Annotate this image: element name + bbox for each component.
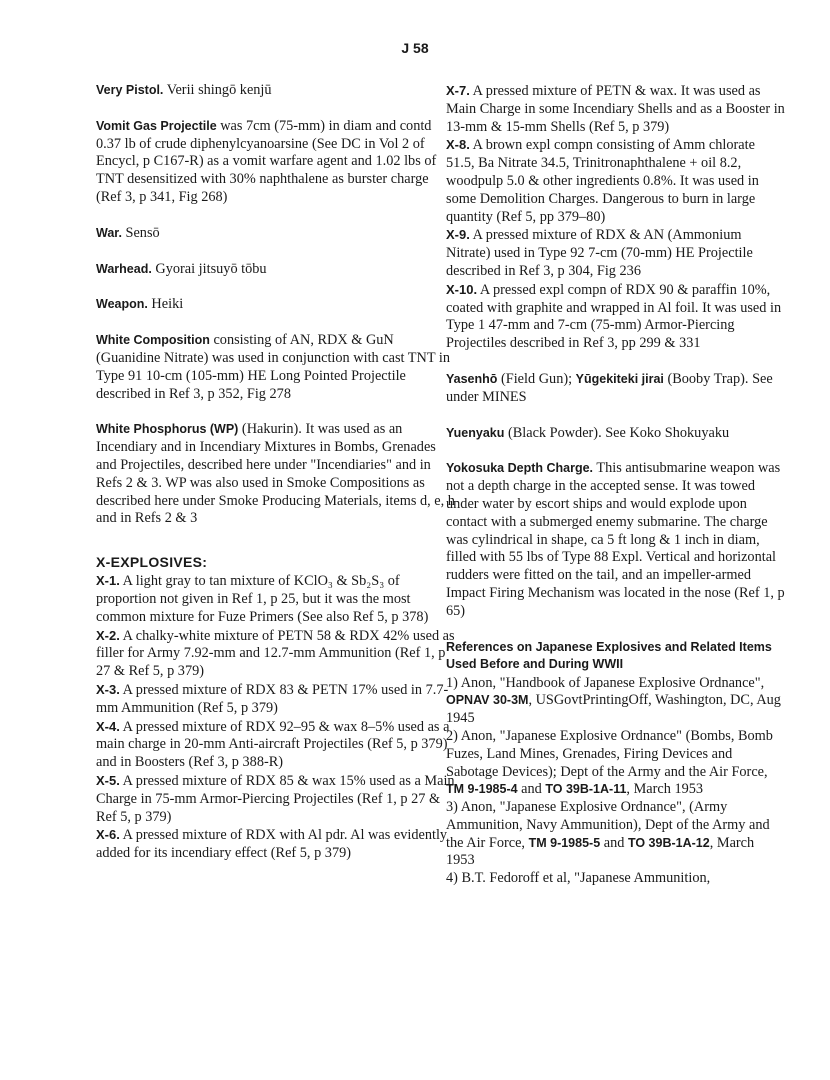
x-item-head: X-6. [96,827,120,843]
reference-text: 4) B.T. Fedoroff et al, "Japanese Ammunition, [446,870,711,887]
entry-head: Yuenyaku [446,425,505,440]
reference-item [446,728,786,799]
entry-head: White Composition [96,333,210,348]
reference-item [446,799,786,870]
entry-body: Gyorai jitsuyō tōbu [151,260,267,277]
entry-head: Very Pistol. [96,83,164,97]
x-item-head: X-10. [446,281,478,297]
entry-body: Sensō [121,224,160,241]
x-item-head: X-2. [96,627,120,643]
x-item-body: A chalky-white mixture of PETN 58 & RDX 42% used as filler for Army 7.92-mm and 12.7-mm Ammunition (Ref 1, p 27 & Ref 5, p 379) [96,627,455,680]
reference-code: TM 9-1985-4 [446,782,518,797]
reference-code: TO 39B-1A-11 [545,782,627,797]
reference-code: TO 39B-1A-12 [627,835,710,850]
entry-head: White Phosphorus (WP) [96,422,239,437]
left-column [96,82,456,863]
entry-head: Warhead. [96,261,152,276]
x-item-body: A pressed expl compn of RDX 90 & paraffin 10%, coated with graphite and wrapped in Al foil. It was used in Type 1 47-mm and 7-cm (75-mm) Armor-Piercing Projectiles described in Ref 3, pp 299 & 331 [446,281,782,352]
x-item-body: A pressed mixture of RDX 85 & wax 15% used as a Main Charge in 75-mm Armor-Piercing Projectiles (Ref 1, p 27 & Ref 5, p 379) [96,772,455,825]
entry-body: was 7cm (75-mm) in diam and contd 0.37 lb of crude diphenylcyanoarsine (See DC in Vol 2 of Encycl, p C167-R) as a vomit warfare agent and 1.02 lbs of TNT desensitized with 30% naphthalene as burster charge (Ref 3, p 341, Fig 268) [96,117,437,205]
entry-body: This antisubmarine weapon was not a depth charge in the accepted sense. It was towed under water by escort ships and would explode upon contact with a submerged enemy submarine. The charge was cylindrical in shape, ca 5 ft long & 1 inch in diam, filled with 55 lbs of Type 88 Expl. Vertical and horizontal rudders were fitted on the tail, and an impeller-armed Impact Firing Mechanism was located in the nose (Ref 1, p 65) [446,460,785,619]
x-item [446,226,786,280]
x-item-body: A brown expl compn consisting of Amm chlorate 51.5, Ba Nitrate 34.5, Trinitronaphthalene + oil 8.2, woodpulp 5.0 & other ingredients 0.8%. It was used in some Demolition Charges. Dangerous to burn in large quantity (Ref 5, pp 379–80) [446,137,759,225]
x-item [446,281,786,353]
x-item-head: X-9. [446,227,470,243]
entry-body: (Field Gun); [497,370,576,387]
entry-body: consisting of AN, RDX & GuN (Guanidine Nitrate) was used in conjunction with cast TNT in Type 91 10-cm (105-mm) HE Long Pointed Projectile described in Ref 3, p 352, Fig 278 [96,332,451,402]
entry-white-phosphorus [96,421,456,528]
entry-yasenho [446,371,786,407]
references-title: References on Japanese Explosives and Related Items Used Before and During WWII [446,639,772,671]
x-item [446,82,786,136]
x-item-body: A pressed mixture of RDX 83 & PETN 17% used in 7.7-mm Ammunition (Ref 5, p 379) [96,681,449,716]
entry-head: Yūgekiteki jirai [575,371,664,386]
entry-head: Yasenhō [446,371,498,386]
x-item-head: X-7. [446,83,470,98]
entry-head: Weapon. [96,297,148,312]
entry-weapon [96,296,456,314]
reference-text: 3) Anon, "Japanese Explosive Ordnance", (Army Ammunition, Navy Ammunition), Dept of the Army and the Air Force, [446,799,770,851]
x-item-head: X-4. [96,718,120,734]
x-item [446,136,786,226]
x-item-body: A pressed mixture of RDX & AN (Ammonium Nitrate) used in Type 92 7-cm (70-mm) HE Projectile described in Ref 3, p 304, Fig 236 [446,227,753,279]
reference-text: 2) Anon, "Japanese Explosive Ordnance" (Bombs, Bomb Fuzes, Land Mines, Grenades, Firing Devices and Sabotage Devices); Dept of the Army and the Air Force, [446,727,773,780]
x-item [96,681,456,718]
entry-yokosuka-depth-charge [446,460,786,620]
x-item [96,718,456,772]
entry-body: Verii shingō kenjū [163,82,272,98]
entry-yuenyaku [446,425,786,443]
entry-head: Vomit Gas Projectile [96,118,217,133]
entry-head: Yokosuka Depth Charge. [446,461,594,476]
reference-text: and [517,781,546,798]
reference-text: , March 1953 [626,781,704,798]
x-item-head: X-1. [96,573,120,589]
entry-warhead [96,261,456,279]
reference-text: 1) Anon, "Handbook of Japanese Explosive Ordnance", [446,674,765,691]
reference-text: , March 1953 [446,834,755,869]
reference-item [446,675,786,728]
entry-body: Heiki [147,296,184,313]
right-column [446,82,786,888]
reference-code: OPNAV 30-3M [446,693,529,708]
x-item [96,826,456,863]
x-item [96,772,456,826]
entry-head: War. [96,225,122,240]
entry-body: (Hakurin). It was used as an Incendiary and in Incendiary Mixtures in Bombs, Grenades and Projectiles, described here under "Incendiaries" and in Refs 2 & 3. WP was also used in Smoke Compositions as described here under Smoke Producing Materials, items d, e, h and in Refs 2 & 3 [96,421,455,527]
x-item [96,572,456,626]
section-title-x-explosives: X-EXPLOSIVES: [96,554,208,571]
x-item-body: A pressed mixture of PETN & wax. It was used as Main Charge in some Incendiary Shells and as a Booster in 13-mm & 15-mm Shells (Ref 5, p 379) [446,83,785,135]
x-item [96,627,456,681]
x-item-head: X-5. [96,772,120,788]
x-item-body: A light gray to tan mixture of KClO₃ & Sb₂S₃ of proportion not given in Ref 1, p 25, but it was the most common mixture for Fuze Primers (See also Ref 5, p 378) [96,573,429,625]
entry-body: (Booby Trap). See under MINES [446,370,773,405]
x-item-head: X-3. [96,681,120,697]
reference-text: and [600,834,628,851]
entry-war [96,225,456,243]
reference-code: TM 9-1985-5 [528,835,601,850]
x-item-body: A pressed mixture of RDX 92–95 & wax 8–5% used as a main charge in 20-mm Anti-aircraft Projectiles (Ref 5, p 379) and in Boosters (Ref 3, p 388-R) [96,718,450,771]
entry-white-composition [96,332,456,403]
page-number: J 58 [401,40,429,56]
entry-very-pistol [96,82,456,100]
entry-body: (Black Powder). See Koko Shokuyaku [504,424,730,441]
reference-item [446,870,786,888]
entry-vomit-gas-projectile [96,118,456,207]
reference-text: , USGovtPrintingOff, Washington, DC, Aug 1945 [446,692,781,727]
x-item-body: A pressed mixture of RDX with Al pdr. Al was evidently added for its incendiary effect (Ref 5, p 379) [96,827,448,862]
x-item-head: X-8. [446,137,470,153]
